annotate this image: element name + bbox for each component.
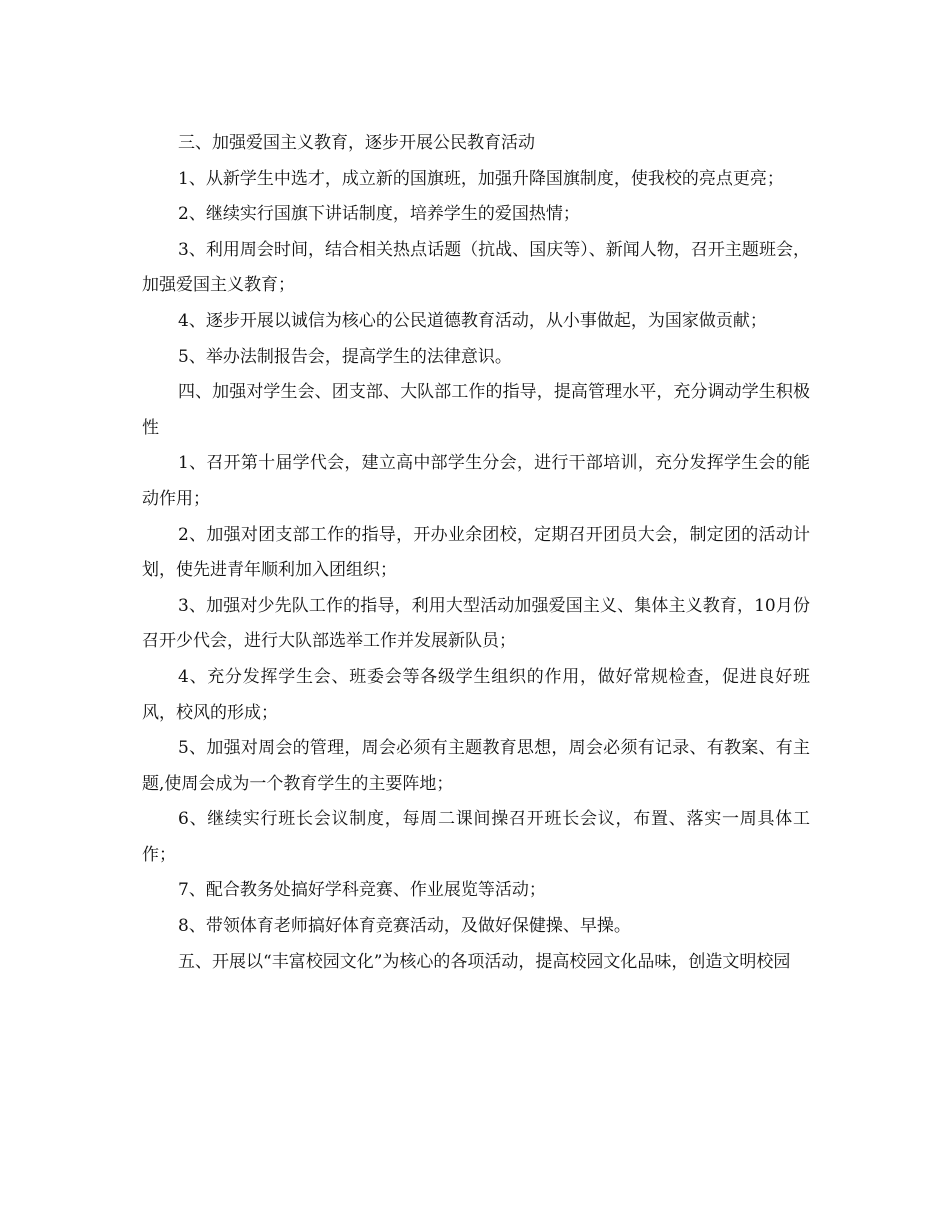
document-body [142,126,810,980]
section-heading-3: 三、加强爱国主义教育，逐步开展公民教育活动 [178,133,535,153]
paragraph: 6、继续实行班长会议制度，每周二课间操召开班长会议，布置、落实一周具体工作； [142,809,810,865]
section-heading-5: 五、开展以“丰富校园文化”为核心的各项活动，提高校园文化品味，创造文明校园 [178,951,791,972]
paragraph: 3、利用周会时间，结合相关热点话题（抗战、国庆等）、新闻人物，召开主题班会，加强爱国主义教育； [142,239,810,296]
paragraph: 5、加强对周会的管理，周会必须有主题教育思想，周会必须有记录、有教案、有主题,使周会成为一个教育学生的主要阵地； [142,738,810,794]
paragraph: 7、配合教务处搞好学科竞赛、作业展览等活动； [178,880,546,901]
paragraph: 1、从新学生中选才，成立新的国旗班，加强升降国旗制度，使我校的亮点更亮； [178,168,784,189]
paragraph: 3、加强对少先队工作的指导，利用大型活动加强爱国主义、集体主义教育，10月份召开少代会，进行大队部选举工作并发展新队员； [142,595,810,652]
paragraph: 2、加强对团支部工作的指导，开办业余团校，定期召开团员大会，制定团的活动计划，使先进青年顺利加入团组织； [142,524,810,581]
paragraph: 2、继续实行国旗下讲话制度，培养学生的爱国热情； [178,204,580,225]
paragraph: 8、带领体育老师搞好体育竞赛活动，及做好保健操、早操。 [178,916,631,937]
paragraph: 1、召开第十届学代会，建立高中部学生分会，进行干部培训，充分发挥学生会的能动作用； [142,453,810,509]
paragraph: 4、充分发挥学生会、班委会等各级学生组织的作用，做好常规检查，促进良好班风，校风的形成； [142,666,810,723]
paragraph: 4、逐步开展以诚信为核心的公民道德教育活动，从小事做起，为国家做贡献； [178,310,767,331]
paragraph: 5、举办法制报告会，提高学生的法律意识。 [178,346,512,367]
section-heading-4: 四、加强对学生会、团支部、大队部工作的指导，提高管理水平，充分调动学生积极性 [142,382,810,438]
